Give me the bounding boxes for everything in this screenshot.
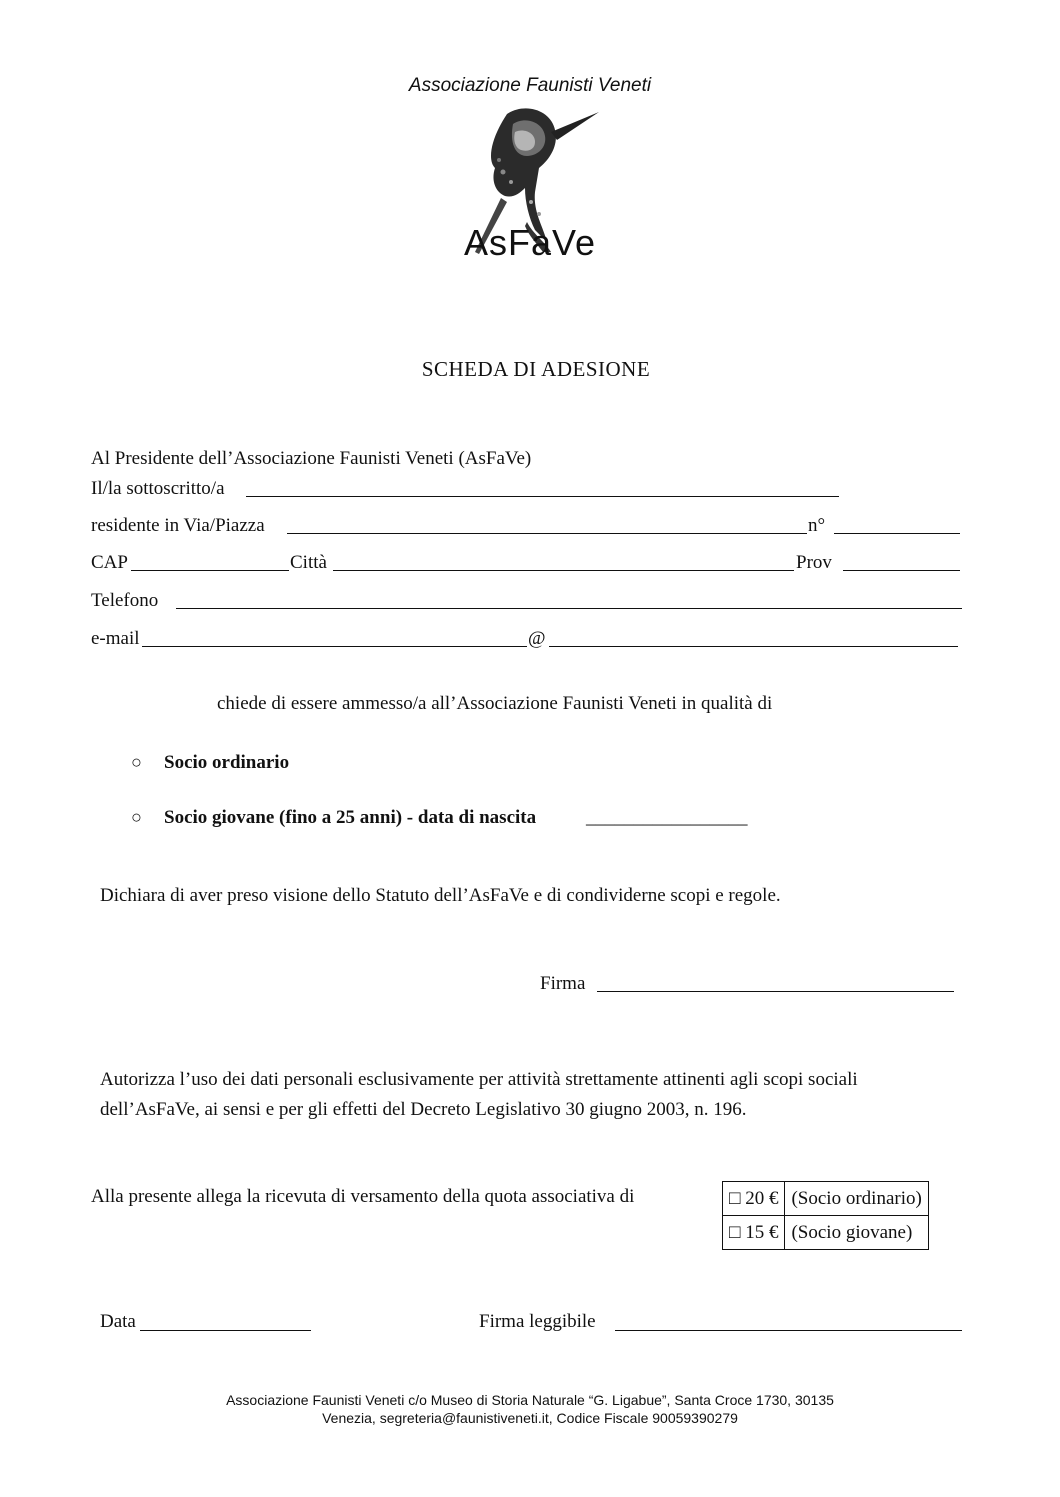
email-domain-field[interactable] (549, 646, 958, 647)
radio-ordinary-icon[interactable]: ○ (131, 752, 142, 772)
city-field[interactable] (333, 570, 794, 571)
phone-field[interactable] (176, 608, 962, 609)
number-field[interactable] (834, 533, 960, 534)
fee-amount[interactable]: □ 20 € (723, 1182, 785, 1216)
legible-signature-label: Firma leggibile (479, 1311, 596, 1332)
logo-text: AsFaVe (463, 222, 597, 263)
footer-line-2: Venezia, segreteria@faunistiveneti.it, Codice Fiscale 90059390279 (322, 1410, 738, 1426)
fee-table (722, 1181, 929, 1250)
address-label: residente in Via/Piazza (91, 515, 265, 536)
association-name: Associazione Faunisti Veneti (408, 75, 652, 96)
date-label: Data (100, 1311, 136, 1332)
number-label: n° (808, 515, 826, 536)
address-field[interactable] (287, 533, 807, 534)
footer-line-1: Associazione Faunisti Veneti c/o Museo di Storia Naturale “G. Ligabue”, Santa Croce 1730, 30135 (226, 1392, 834, 1408)
phone-label: Telefono (91, 590, 159, 611)
page-title: SCHEDA DI ADESIONE (421, 357, 651, 381)
radio-young-icon[interactable]: ○ (131, 807, 142, 827)
fee-label: Alla presente allega la ricevuta di versamento della quota associativa di (91, 1186, 635, 1207)
fee-type: (Socio giovane) (785, 1216, 928, 1250)
fee-type: (Socio ordinario) (785, 1182, 928, 1216)
signature-label: Firma (540, 973, 586, 994)
province-label: Prov (796, 552, 832, 573)
undersigned-field[interactable] (246, 496, 839, 497)
fee-amount[interactable]: □ 15 € (723, 1216, 785, 1250)
province-field[interactable] (843, 570, 960, 571)
email-user-field[interactable] (142, 646, 527, 647)
date-field[interactable] (140, 1330, 311, 1331)
email-label: e-mail (91, 628, 140, 649)
city-label: Città (290, 552, 327, 573)
declaration-text: Dichiara di aver preso visione dello Statuto dell’AsFaVe e di condividerne scopi e regole. (100, 885, 781, 906)
privacy-line-1: Autorizza l’uso dei dati personali esclusivamente per attività strettamente attinenti agli scopi sociali (100, 1069, 858, 1090)
birthdate-field[interactable]: _________________ (586, 807, 748, 828)
privacy-line-2: dell’AsFaVe, ai sensi e per gli effetti del Decreto Legislativo 30 giugno 2003, n. 196. (100, 1099, 747, 1120)
signature-field[interactable] (597, 991, 954, 992)
cap-field[interactable] (131, 570, 289, 571)
option-young-label: Socio giovane (fino a 25 anni) - data di nascita (164, 807, 537, 828)
fee-row[interactable] (723, 1216, 929, 1250)
email-at-symbol: @ (528, 628, 546, 649)
undersigned-label: Il/la sottoscritto/a (91, 478, 225, 499)
fee-row[interactable] (723, 1182, 929, 1216)
option-ordinary-label: Socio ordinario (164, 752, 290, 773)
legible-signature-field[interactable] (615, 1330, 962, 1331)
request-text: chiede di essere ammesso/a all’Associazione Faunisti Veneti in qualità di (217, 693, 773, 714)
recipient-line: Al Presidente dell’Associazione Faunisti Veneti (AsFaVe) (91, 448, 532, 469)
cap-label: CAP (91, 552, 128, 573)
